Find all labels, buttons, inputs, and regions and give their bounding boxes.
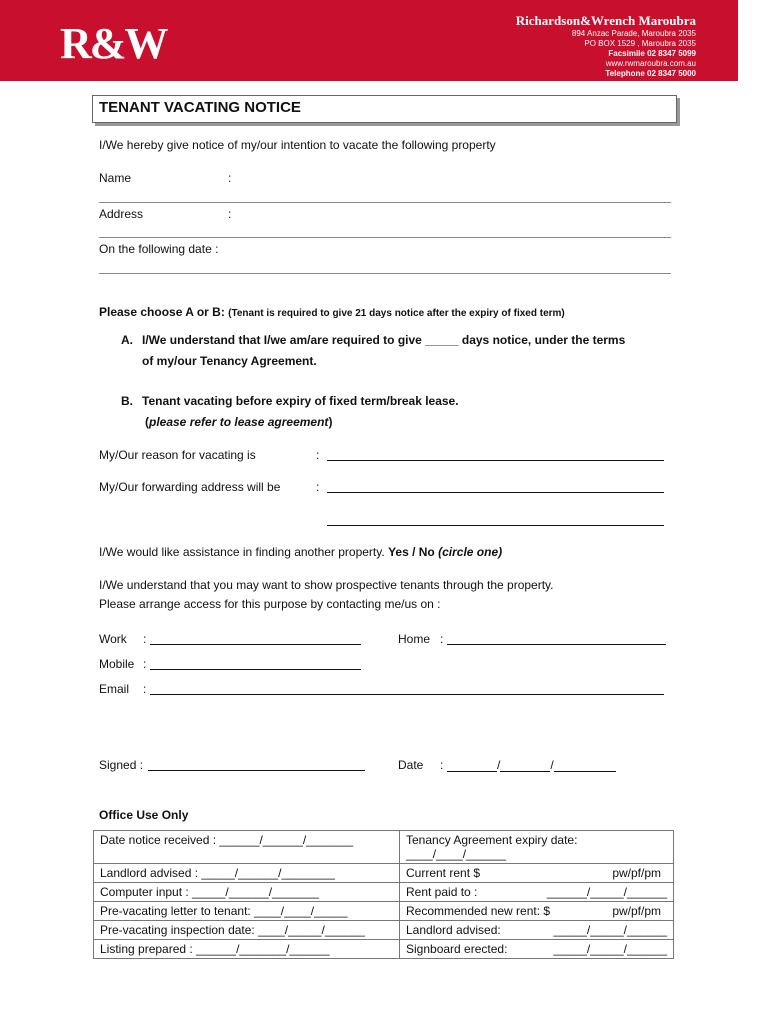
- option-b-line1[interactable]: Tenant vacating before expiry of fixed term/break lease.: [142, 394, 459, 408]
- cell-suffix: _____/_____/______: [553, 942, 667, 956]
- forwarding-colon: :: [316, 480, 320, 494]
- mobile-field[interactable]: [150, 657, 361, 670]
- cell-label: Rent paid to :: [406, 885, 478, 899]
- cell-label: Signboard erected:: [406, 942, 508, 956]
- name-field[interactable]: [99, 202, 671, 203]
- firm-name: Richardson&Wrench Maroubra: [515, 13, 696, 28]
- home-field[interactable]: [447, 632, 666, 645]
- office-use-table: [93, 830, 674, 959]
- option-a-line2: of my/our Tenancy Agreement.: [142, 354, 317, 368]
- assist-yes-no[interactable]: Yes / No: [388, 545, 435, 559]
- email-field[interactable]: [150, 682, 664, 695]
- firm-fax: Facsimile 02 8347 5099: [608, 49, 696, 58]
- address-label: Address: [99, 207, 144, 221]
- cell-suffix: pw/pf/pm: [612, 904, 661, 918]
- cell-value: ____/____/______: [406, 847, 507, 861]
- work-label: Work: [99, 632, 127, 646]
- choose-section: [99, 305, 565, 319]
- table-row: [94, 864, 674, 883]
- email-colon: :: [143, 682, 147, 696]
- access-line1: I/We understand that you may want to show prospective tenants through the property.: [99, 578, 554, 592]
- name-label: Name: [99, 171, 132, 185]
- table-cell[interactable]: [400, 883, 674, 902]
- date-field[interactable]: [99, 273, 671, 274]
- table-cell[interactable]: Date notice received : ______/______/_______: [94, 831, 400, 864]
- cell-label: Tenancy Agreement expiry date:: [406, 833, 578, 847]
- sign-date-month[interactable]: [500, 759, 550, 772]
- table-cell[interactable]: [400, 940, 674, 959]
- forwarding-field-2[interactable]: [327, 513, 664, 526]
- address-colon: :: [228, 207, 232, 221]
- assist-circle: (circle one): [438, 545, 503, 559]
- access-line2: Please arrange access for this purpose by contacting me/us on :: [99, 597, 441, 611]
- table-row: [94, 902, 674, 921]
- table-cell[interactable]: [400, 864, 674, 883]
- mobile-colon: :: [143, 657, 147, 671]
- signature-field[interactable]: [148, 758, 365, 771]
- forwarding-label: My/Our forwarding address will be: [99, 480, 281, 494]
- table-row: [94, 921, 674, 940]
- email-label: Email: [99, 682, 130, 696]
- firm-details: [516, 13, 696, 79]
- cell-label: Landlord advised:: [406, 923, 501, 937]
- table-cell[interactable]: Pre-vacating inspection date: ____/_____/______: [94, 921, 400, 940]
- home-colon: :: [440, 632, 444, 646]
- firm-po-box: PO BOX 1529 , Maroubra 2035: [584, 39, 696, 48]
- option-a-letter: A.: [121, 333, 133, 347]
- table-cell[interactable]: Computer input : _____/______/_______: [94, 883, 400, 902]
- reason-field[interactable]: [327, 448, 664, 461]
- cell-suffix: ______/_____/______: [546, 885, 667, 899]
- option-b-letter: B.: [121, 394, 133, 408]
- firm-website[interactable]: www.rwmaroubra.com.au: [605, 59, 696, 68]
- choose-note: (Tenant is required to give 21 days notice after the expiry of fixed term): [228, 308, 565, 319]
- letterhead-banner: [0, 0, 738, 81]
- intro-text: I/We hereby give notice of my/our intention to vacate the following property: [99, 138, 496, 152]
- sign-date-day[interactable]: [447, 759, 497, 772]
- table-row: [94, 831, 674, 864]
- firm-phone: Telephone 02 8347 5000: [605, 69, 696, 78]
- assist-line: [99, 545, 502, 559]
- table-cell[interactable]: Pre-vacating letter to tenant: ____/____/_____: [94, 902, 400, 921]
- name-colon: :: [228, 171, 232, 185]
- table-cell[interactable]: [400, 831, 674, 864]
- home-label: Home: [398, 632, 431, 646]
- reason-colon: :: [316, 448, 320, 462]
- cell-suffix: _____/_____/______: [553, 923, 667, 937]
- signed-label: Signed :: [99, 758, 144, 772]
- sign-date-year[interactable]: [554, 759, 616, 772]
- office-use-title: Office Use Only: [99, 808, 189, 822]
- sign-date-field[interactable]: / /: [447, 758, 616, 772]
- work-field[interactable]: [150, 632, 361, 645]
- table-row: [94, 883, 674, 902]
- table-cell[interactable]: Landlord advised : _____/______/________: [94, 864, 400, 883]
- title-box: [92, 95, 677, 123]
- sign-date-label: Date: [398, 758, 424, 772]
- cell-label: Recommended new rent: $: [406, 904, 551, 918]
- table-cell[interactable]: [400, 921, 674, 940]
- option-b-note: (please refer to lease agreement): [145, 415, 333, 429]
- work-colon: :: [143, 632, 147, 646]
- sign-date-colon: :: [440, 758, 444, 772]
- brand-logo: R&W: [60, 19, 167, 68]
- firm-address: 894 Anzac Parade, Maroubra 2035: [571, 29, 696, 38]
- table-row: [94, 940, 674, 959]
- option-b-line2: please refer to lease agreement: [149, 415, 329, 429]
- address-field[interactable]: [99, 237, 671, 238]
- table-cell[interactable]: [400, 902, 674, 921]
- mobile-label: Mobile: [99, 657, 135, 671]
- cell-label: Current rent $: [406, 866, 481, 880]
- assist-text: I/We would like assistance in finding another property.: [99, 545, 385, 559]
- option-a-line1[interactable]: I/We understand that I/we am/are required to give _____ days notice, under the terms: [142, 333, 626, 347]
- table-cell[interactable]: Listing prepared : ______/_______/______: [94, 940, 400, 959]
- reason-label: My/Our reason for vacating is: [99, 448, 256, 462]
- cell-suffix: pw/pf/pm: [612, 866, 661, 880]
- page-title: TENANT VACATING NOTICE: [99, 99, 301, 116]
- date-label: On the following date :: [99, 242, 219, 256]
- choose-label: Please choose A or B:: [99, 305, 225, 319]
- forwarding-field-1[interactable]: [327, 480, 664, 493]
